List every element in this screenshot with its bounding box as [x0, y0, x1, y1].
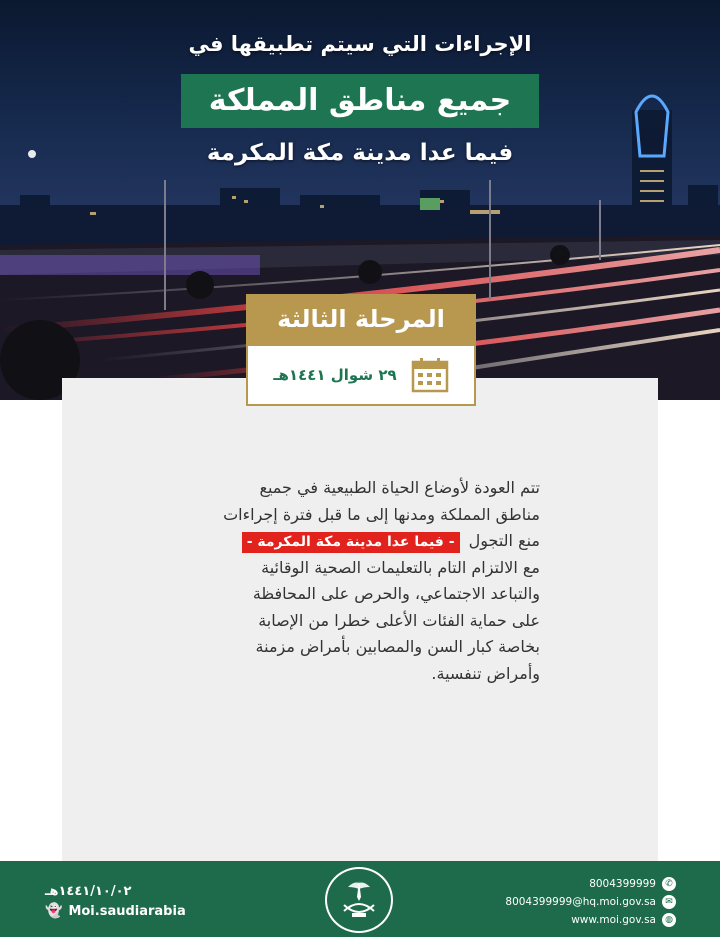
header-line-3: فيما عدا مدينة مكة المكرمة [206, 140, 514, 166]
body-line-start: منع التجول [468, 531, 540, 550]
email-row[interactable] [505, 893, 676, 911]
header-line-2: جميع مناطق المملكة [181, 74, 539, 128]
phase-date-box [246, 344, 476, 406]
saudi-emblem-icon [325, 867, 393, 933]
phase-title: المرحلة الثالثة [246, 294, 476, 344]
website-link: www.moi.gov.sa [571, 914, 656, 926]
globe-icon: ◍ [662, 913, 676, 927]
body-paragraph [170, 475, 540, 687]
footer-contacts [505, 875, 676, 929]
body-line: على حماية الفئات الأعلى خطرا من الإصابة [258, 610, 540, 630]
snapchat-row[interactable] [45, 901, 186, 921]
calendar-icon [411, 357, 449, 393]
body-line: مع الالتزام التام بالتعليمات الصحية الوقائية [261, 557, 540, 577]
mecca-exception-highlight: - فيما عدا مدينة مكة المكرمة - [242, 532, 460, 553]
body-line: بخاصة كبار السن والمصابين بأمراض مزمنة [255, 637, 540, 656]
snapchat-handle: Moi.saudiarabia [68, 903, 186, 919]
email-icon: ✉ [662, 895, 676, 909]
body-line: وأمراض تنفسية. [431, 663, 540, 683]
header-line-1: الإجراءات التي سيتم تطبيقها في [188, 32, 532, 56]
snapchat-icon: 👻 [45, 903, 63, 919]
phase-date: ٢٩ شوال ١٤٤١هـ [273, 366, 397, 384]
website-row[interactable] [505, 911, 676, 929]
phone-row[interactable] [505, 875, 676, 893]
email-address: 8004399999@hq.moi.gov.sa [505, 896, 656, 908]
phone-icon: ✆ [662, 877, 676, 891]
phone-number: 8004399999 [589, 878, 656, 890]
body-line: والتباعد الاجتماعي، والحرص على المحافظة [252, 584, 540, 603]
footer [0, 861, 720, 937]
footer-left [45, 881, 186, 921]
date-row [45, 881, 186, 901]
body-line: تتم العودة لأوضاع الحياة الطبيعية في جميع [259, 478, 540, 497]
footer-date: ١٤٤١/١٠/٠٢هـ [45, 883, 132, 899]
body-line-with-highlight [170, 528, 540, 555]
body-line: مناطق المملكة ومدنها إلى ما قبل فترة إجراءات [223, 504, 540, 524]
